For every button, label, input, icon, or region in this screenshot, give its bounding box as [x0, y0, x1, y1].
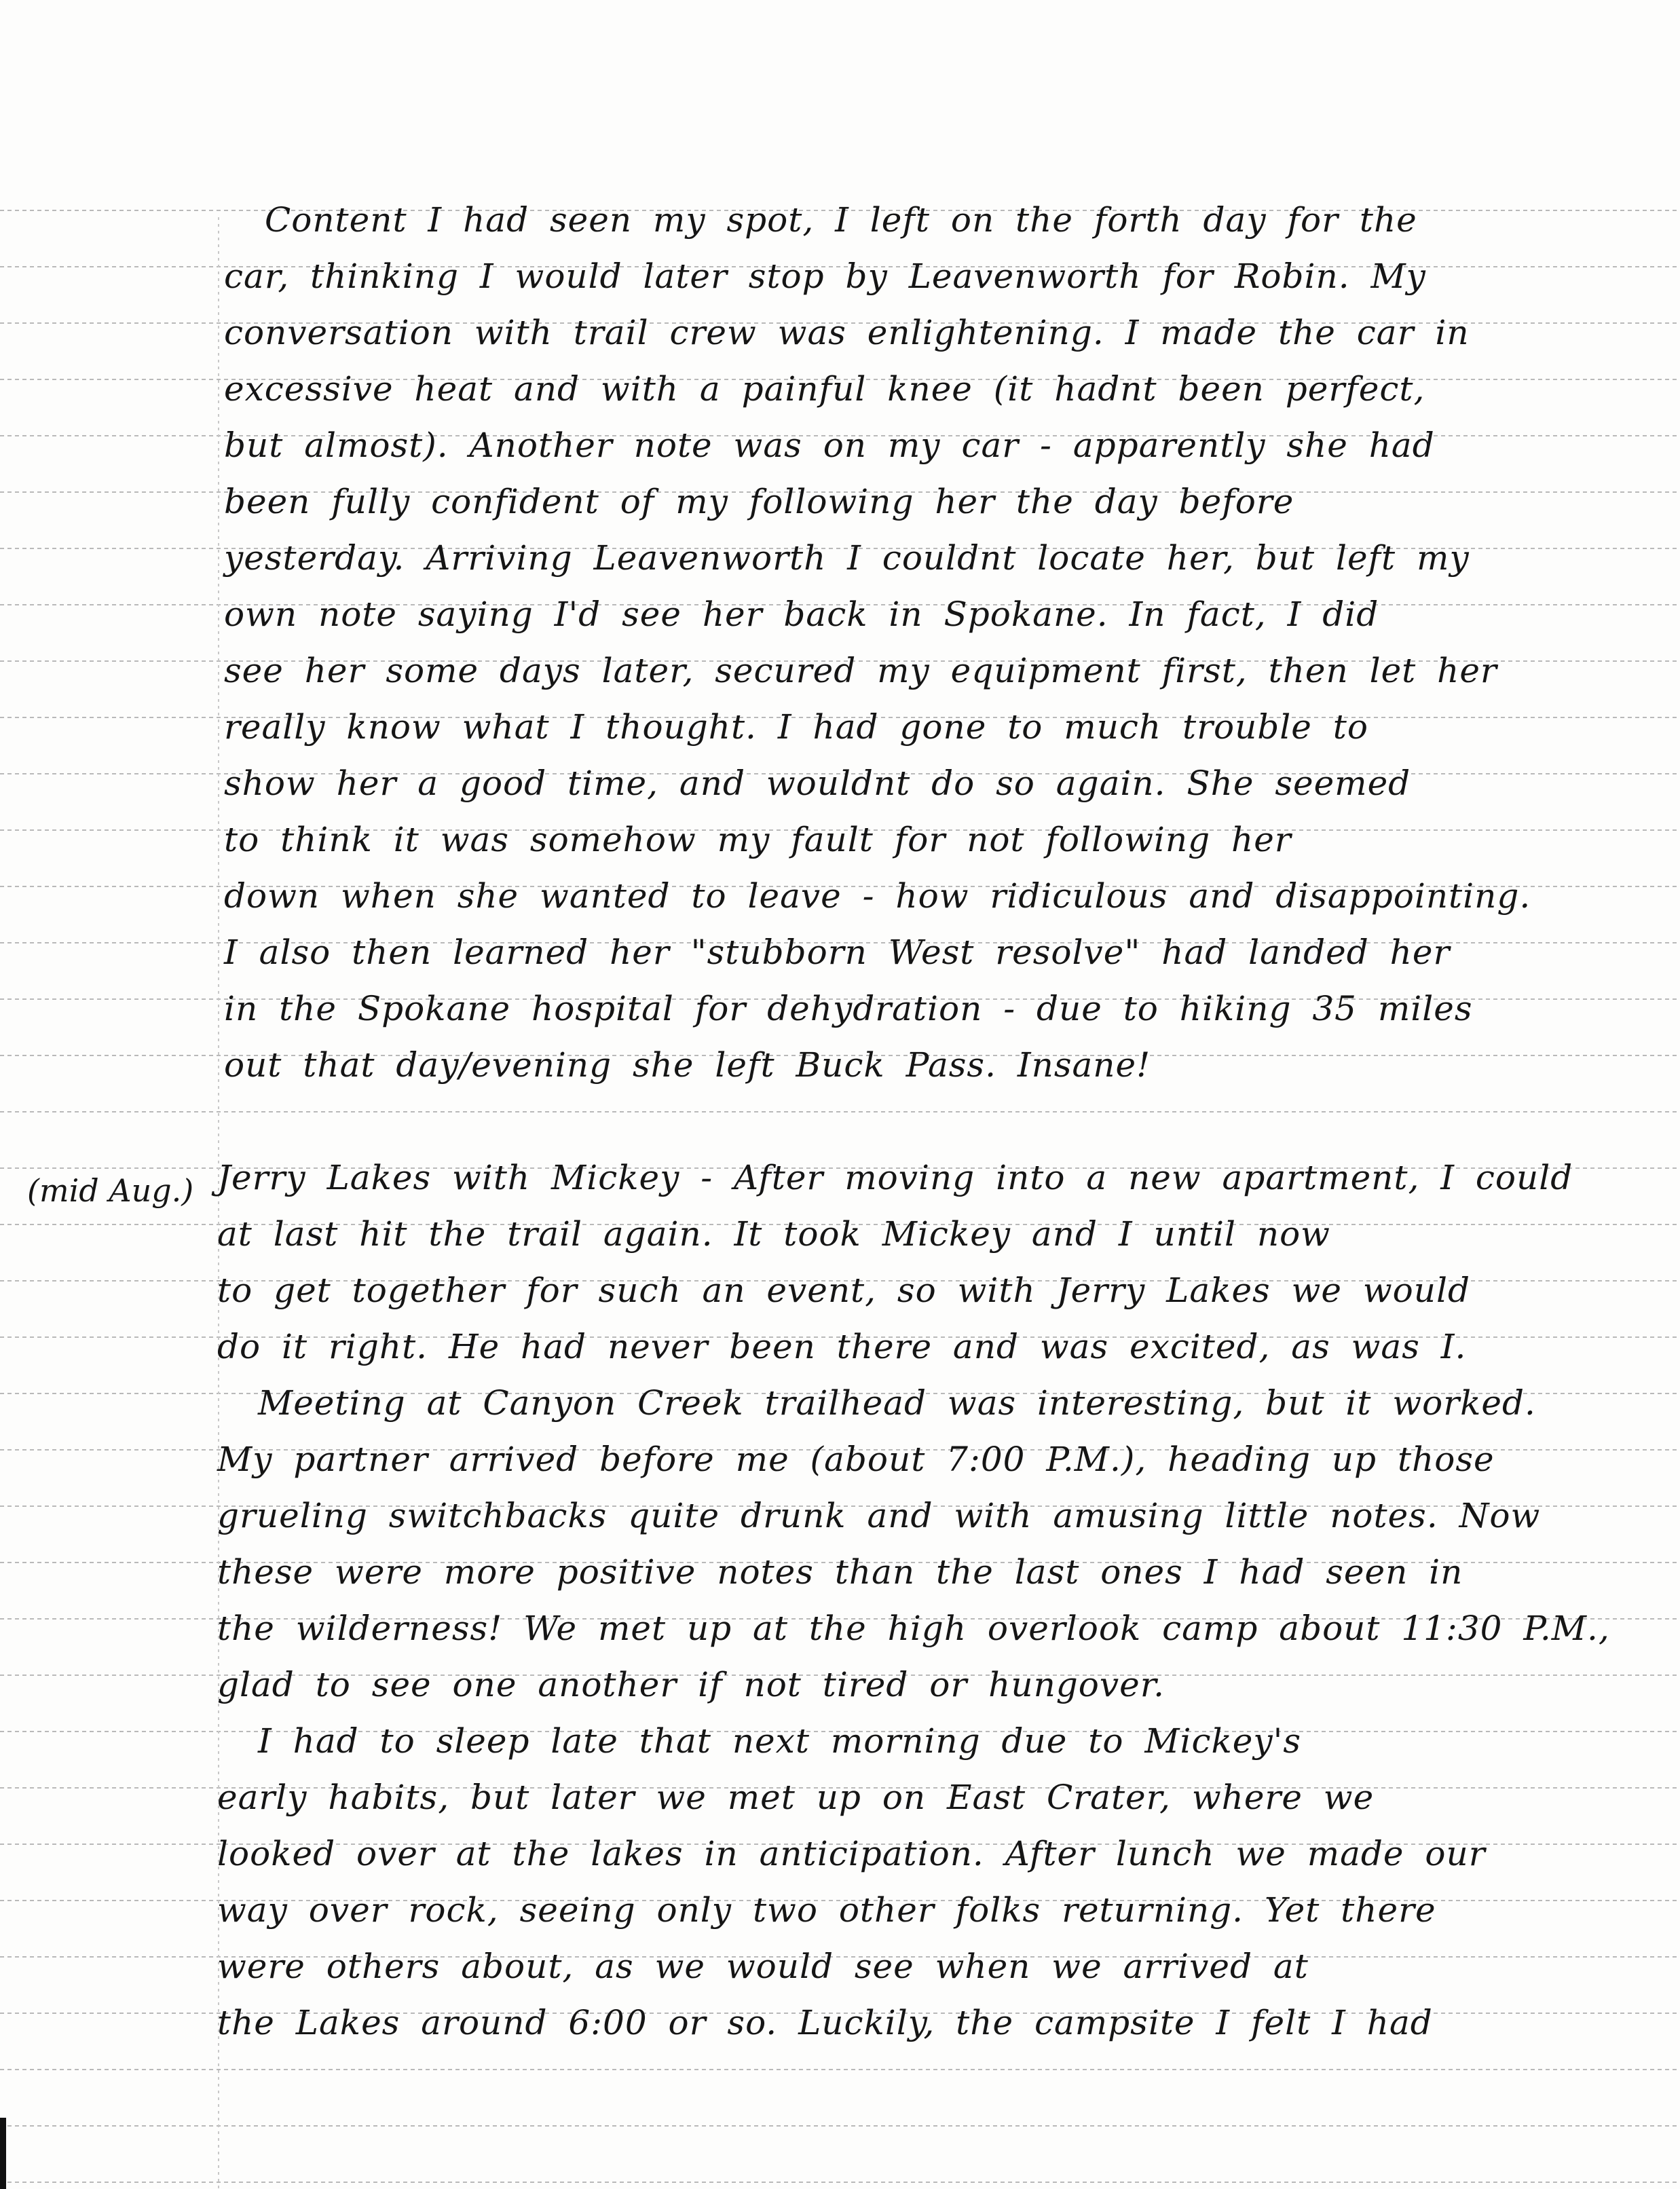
handwritten-line: to get together for such an event, so with Jerry Lakes we would: [217, 1271, 1470, 1310]
handwritten-line: My partner arrived before me (about 7:00 P.M.), heading up those: [217, 1440, 1495, 1479]
handwritten-line: at last hit the trail again. It took Mickey and I until now: [217, 1214, 1330, 1254]
handwritten-line: in the Spokane hospital for dehydration - due to hiking 35 miles: [224, 989, 1473, 1028]
handwritten-line: glad to see one another if not tired or hungover.: [217, 1665, 1165, 1704]
handwritten-line: yesterday. Arriving Leavenworth I couldnt locate her, but left my: [224, 538, 1470, 578]
margin-date-note: (mid Aug.): [27, 1172, 194, 1209]
handwritten-line: really know what I thought. I had gone to much trouble to: [224, 707, 1368, 747]
handwritten-line: show her a good time, and wouldnt do so again. She seemed: [224, 764, 1411, 803]
handwritten-line: looked over at the lakes in anticipation. After lunch we made our: [217, 1834, 1486, 1873]
handwritten-line: own note saying I'd see her back in Spokane. In fact, I did: [224, 595, 1379, 634]
handwritten-line: down when she wanted to leave - how ridiculous and disappointing.: [224, 876, 1531, 916]
handwritten-line: I also then learned her "stubborn West resolve" had landed her: [224, 933, 1451, 972]
handwritten-line: Meeting at Canyon Creek trailhead was interesting, but it worked.: [258, 1383, 1536, 1423]
handwritten-line: way over rock, seeing only two other folks returning. Yet there: [217, 1890, 1436, 1930]
handwritten-line: see her some days later, secured my equipment first, then let her: [224, 651, 1497, 690]
handwritten-line: these were more positive notes than the last ones I had seen in: [217, 1552, 1463, 1592]
handwritten-line: the Lakes around 6:00 or so. Luckily, the campsite I felt I had: [217, 2003, 1433, 2042]
handwritten-line: were others about, as we would see when we arrived at: [217, 1947, 1309, 1986]
handwritten-line: excessive heat and with a painful knee (it hadnt been perfect,: [224, 369, 1425, 409]
handwritten-line: conversation with trail crew was enlightening. I made the car in: [224, 313, 1470, 352]
handwritten-line: Content I had seen my spot, I left on the forth day for the: [265, 200, 1417, 240]
handwritten-line: I had to sleep late that next morning due to Mickey's: [258, 1721, 1302, 1761]
handwritten-line: grueling switchbacks quite drunk and with amusing little notes. Now: [217, 1496, 1541, 1535]
handwritten-line: been fully confident of my following her the day before: [224, 482, 1294, 521]
handwritten-line: the wilderness! We met up at the high overlook camp about 11:30 P.M.,: [217, 1609, 1610, 1648]
handwritten-line: to think it was somehow my fault for not following her: [224, 820, 1292, 859]
handwritten-line: Jerry Lakes with Mickey - After moving into a new apartment, I could: [217, 1158, 1573, 1197]
scan-edge-mark: [0, 2118, 6, 2189]
handwritten-line: but almost). Another note was on my car - apparently she had: [224, 426, 1435, 465]
handwritten-line: car, thinking I would later stop by Leavenworth for Robin. My: [224, 257, 1426, 296]
handwritten-line: early habits, but later we met up on East Crater, where we: [217, 1778, 1375, 1817]
handwritten-line: out that day/evening she left Buck Pass. Insane!: [224, 1045, 1151, 1085]
handwritten-line: do it right. He had never been there and was excited, as was I.: [217, 1327, 1467, 1366]
